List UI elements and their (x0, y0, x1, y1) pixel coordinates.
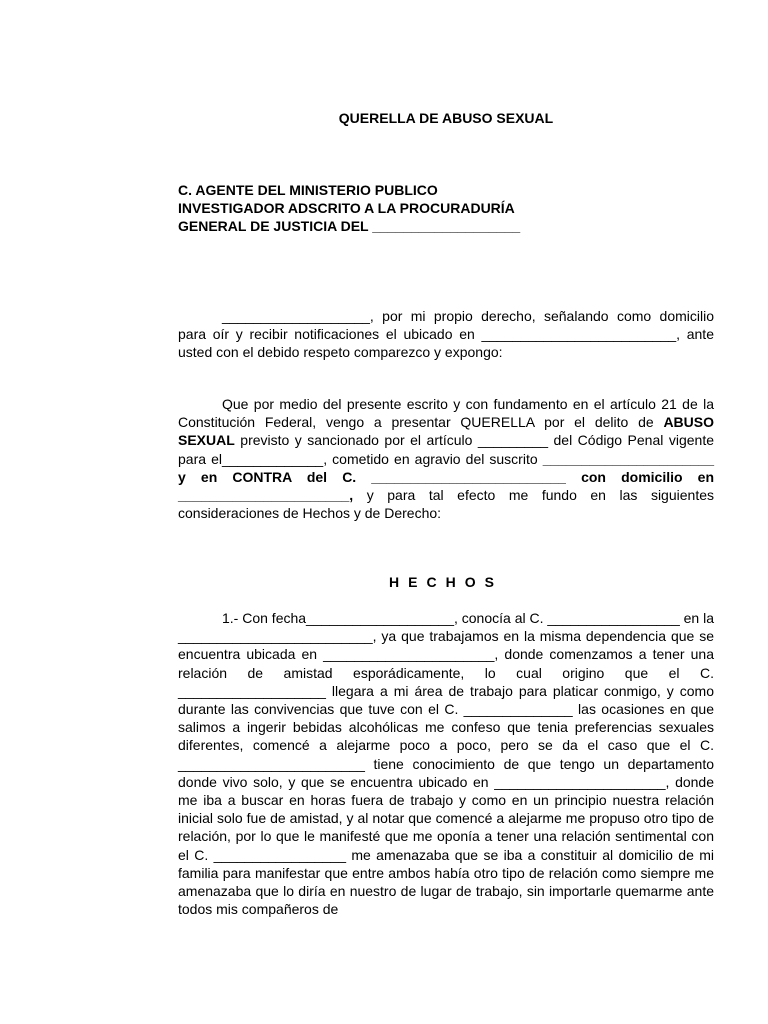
complaint-text-1: Que por medio del presente escrito y con fundamento en el artículo 21 de la Constitución Federal, vengo a presentar QUERELLA por el delito de (178, 396, 714, 431)
intro-paragraph: ___________________, por mi propio derecho, señalando como domicilio para oír y recibir notificaciones el ubicado en _________________________, ante usted con el debido respeto comparezco y expongo: (178, 308, 714, 361)
complaint-text-3: y para tal efecto me fundo en las siguientes consideraciones de Hechos y de Derecho: (178, 487, 714, 522)
facts-item-1: 1.- Con fecha___________________, conocía al C. _________________ en la _________________________, ya que trabajamos en la misma dependencia que se encuentra ubicada en ______________________, donde comenzamos a tener una relación de amistad esporádicamente, lo cual origino que el C. ___________________ llegara a mi área de trabajo para platicar conmigo, y como durante las convivencias que tuve con el C. ______________ las ocasiones en que salimos a ingerir bebidas alcohólicas me confeso que tenia preferencias sexuales diferentes, comencé a alejarme poco a poco, pero se da el caso que el C. ________________________ tiene conocimiento de que tengo un departamento donde vivo solo, y que se encuentra ubicado en ______________________, donde me iba a buscar en horas fuera de trabajo y como en un principio nuestra relación inicial solo fue de amistad, y al notar que comencé a alejarme me propuso otro tipo de relación, por lo que le manifesté que me oponía a tener una relación sentimental con el C. _________________ me amenazaba que se iba a constituir al domicilio de mi familia para manifestar que entre ambos había otro tipo de relación como siempre me amenazaba que lo diría en nuestro de lugar de trabajo, sin importarle quemarme ante todos mis compañeros de (178, 610, 714, 918)
addressee-block (178, 181, 520, 235)
complaint-paragraph (178, 395, 714, 522)
facts-heading: HECHOS (389, 574, 503, 590)
addressee-line-3: GENERAL DE JUSTICIA DEL ___________________ (178, 218, 521, 234)
addressee-line-2: INVESTIGADOR ADSCRITO A LA PROCURADURÍA (178, 200, 515, 216)
complaint-parties: ______________________ y en CONTRA del C. _________________________ con domicilio en ______________________, (178, 450, 714, 504)
complaint-text-2: previsto y sancionado por el artículo _________ del Código Penal vigente para el_____________, cometido en agravio del suscrito (178, 432, 714, 467)
addressee-line-1: C. AGENTE DEL MINISTERIO PUBLICO (178, 182, 438, 198)
document-title: QUERELLA DE ABUSO SEXUAL (338, 110, 554, 126)
crime-name: ABUSO SEXUAL (178, 414, 714, 449)
